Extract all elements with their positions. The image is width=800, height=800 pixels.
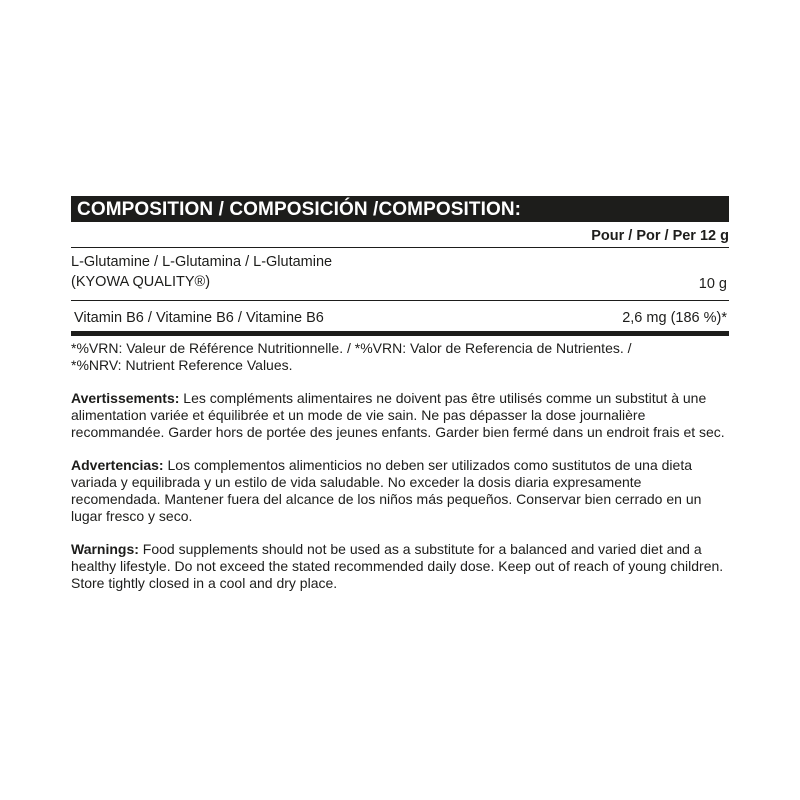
ingredient-row-vitamin-b6 [71,301,729,331]
warning-label: Warnings: [71,541,139,557]
warning-label: Avertissements: [71,390,180,406]
warning-text: Los complementos alimenticios no deben ser utilizados como sustitutos de una dieta variada y equilibrada y un estilo de vida saludable. No exceder la dosis diaria expresamente recomendada. Mantener fuera del alcance de los niños más pequeños. Conservar bien cerrado en un lugar fresco y seco. [71,457,702,524]
warning-paragraph-es [71,457,729,525]
ingredient-amount: 10 g [698,276,727,292]
footnote-line: *%NRV: Nutrient Reference Values. [71,357,293,373]
nrv-footnote [71,340,729,374]
warning-text: Les compléments alimentaires ne doivent pas être utilisés comme un substitut à une alimentation variée et équilibrée et un mode de vie sain. Ne pas dépasser la dose journalière recommandée. Garder hors de portée des jeunes enfants. Garder bien fermé dans un endroit frais et sec. [71,390,725,440]
ingredient-amount: 2,6 mg (186 %)* [622,310,727,326]
footnote-line: *%VRN: Valeur de Référence Nutritionnelle. / *%VRN: Valor de Referencia de Nutrientes. / [71,340,632,356]
warning-text: Food supplements should not be used as a substitute for a balanced and varied diet and a healthy lifestyle. Do not exceed the stated recommended daily dose. Keep out of reach of young children. Store tightly closed in a cool and dry place. [71,541,724,591]
ingredient-name: L-Glutamine / L-Glutamina / L-Glutamine [71,254,333,270]
warning-paragraph-fr [71,390,729,441]
ingredient-quality: (KYOWA QUALITY®) [71,274,211,290]
ingredient-row-glutamine [71,248,729,300]
ingredient-name: Vitamin B6 / Vitamine B6 / Vitamine B6 [74,310,324,326]
warning-label: Advertencias: [71,457,164,473]
thick-divider [71,331,729,336]
supplement-label [71,196,729,592]
per-serving-header: Pour / Por / Per 12 g [591,228,729,244]
composition-title: COMPOSITION / COMPOSICIÓN /COMPOSITION: [71,196,729,222]
warning-paragraph-en [71,541,729,592]
